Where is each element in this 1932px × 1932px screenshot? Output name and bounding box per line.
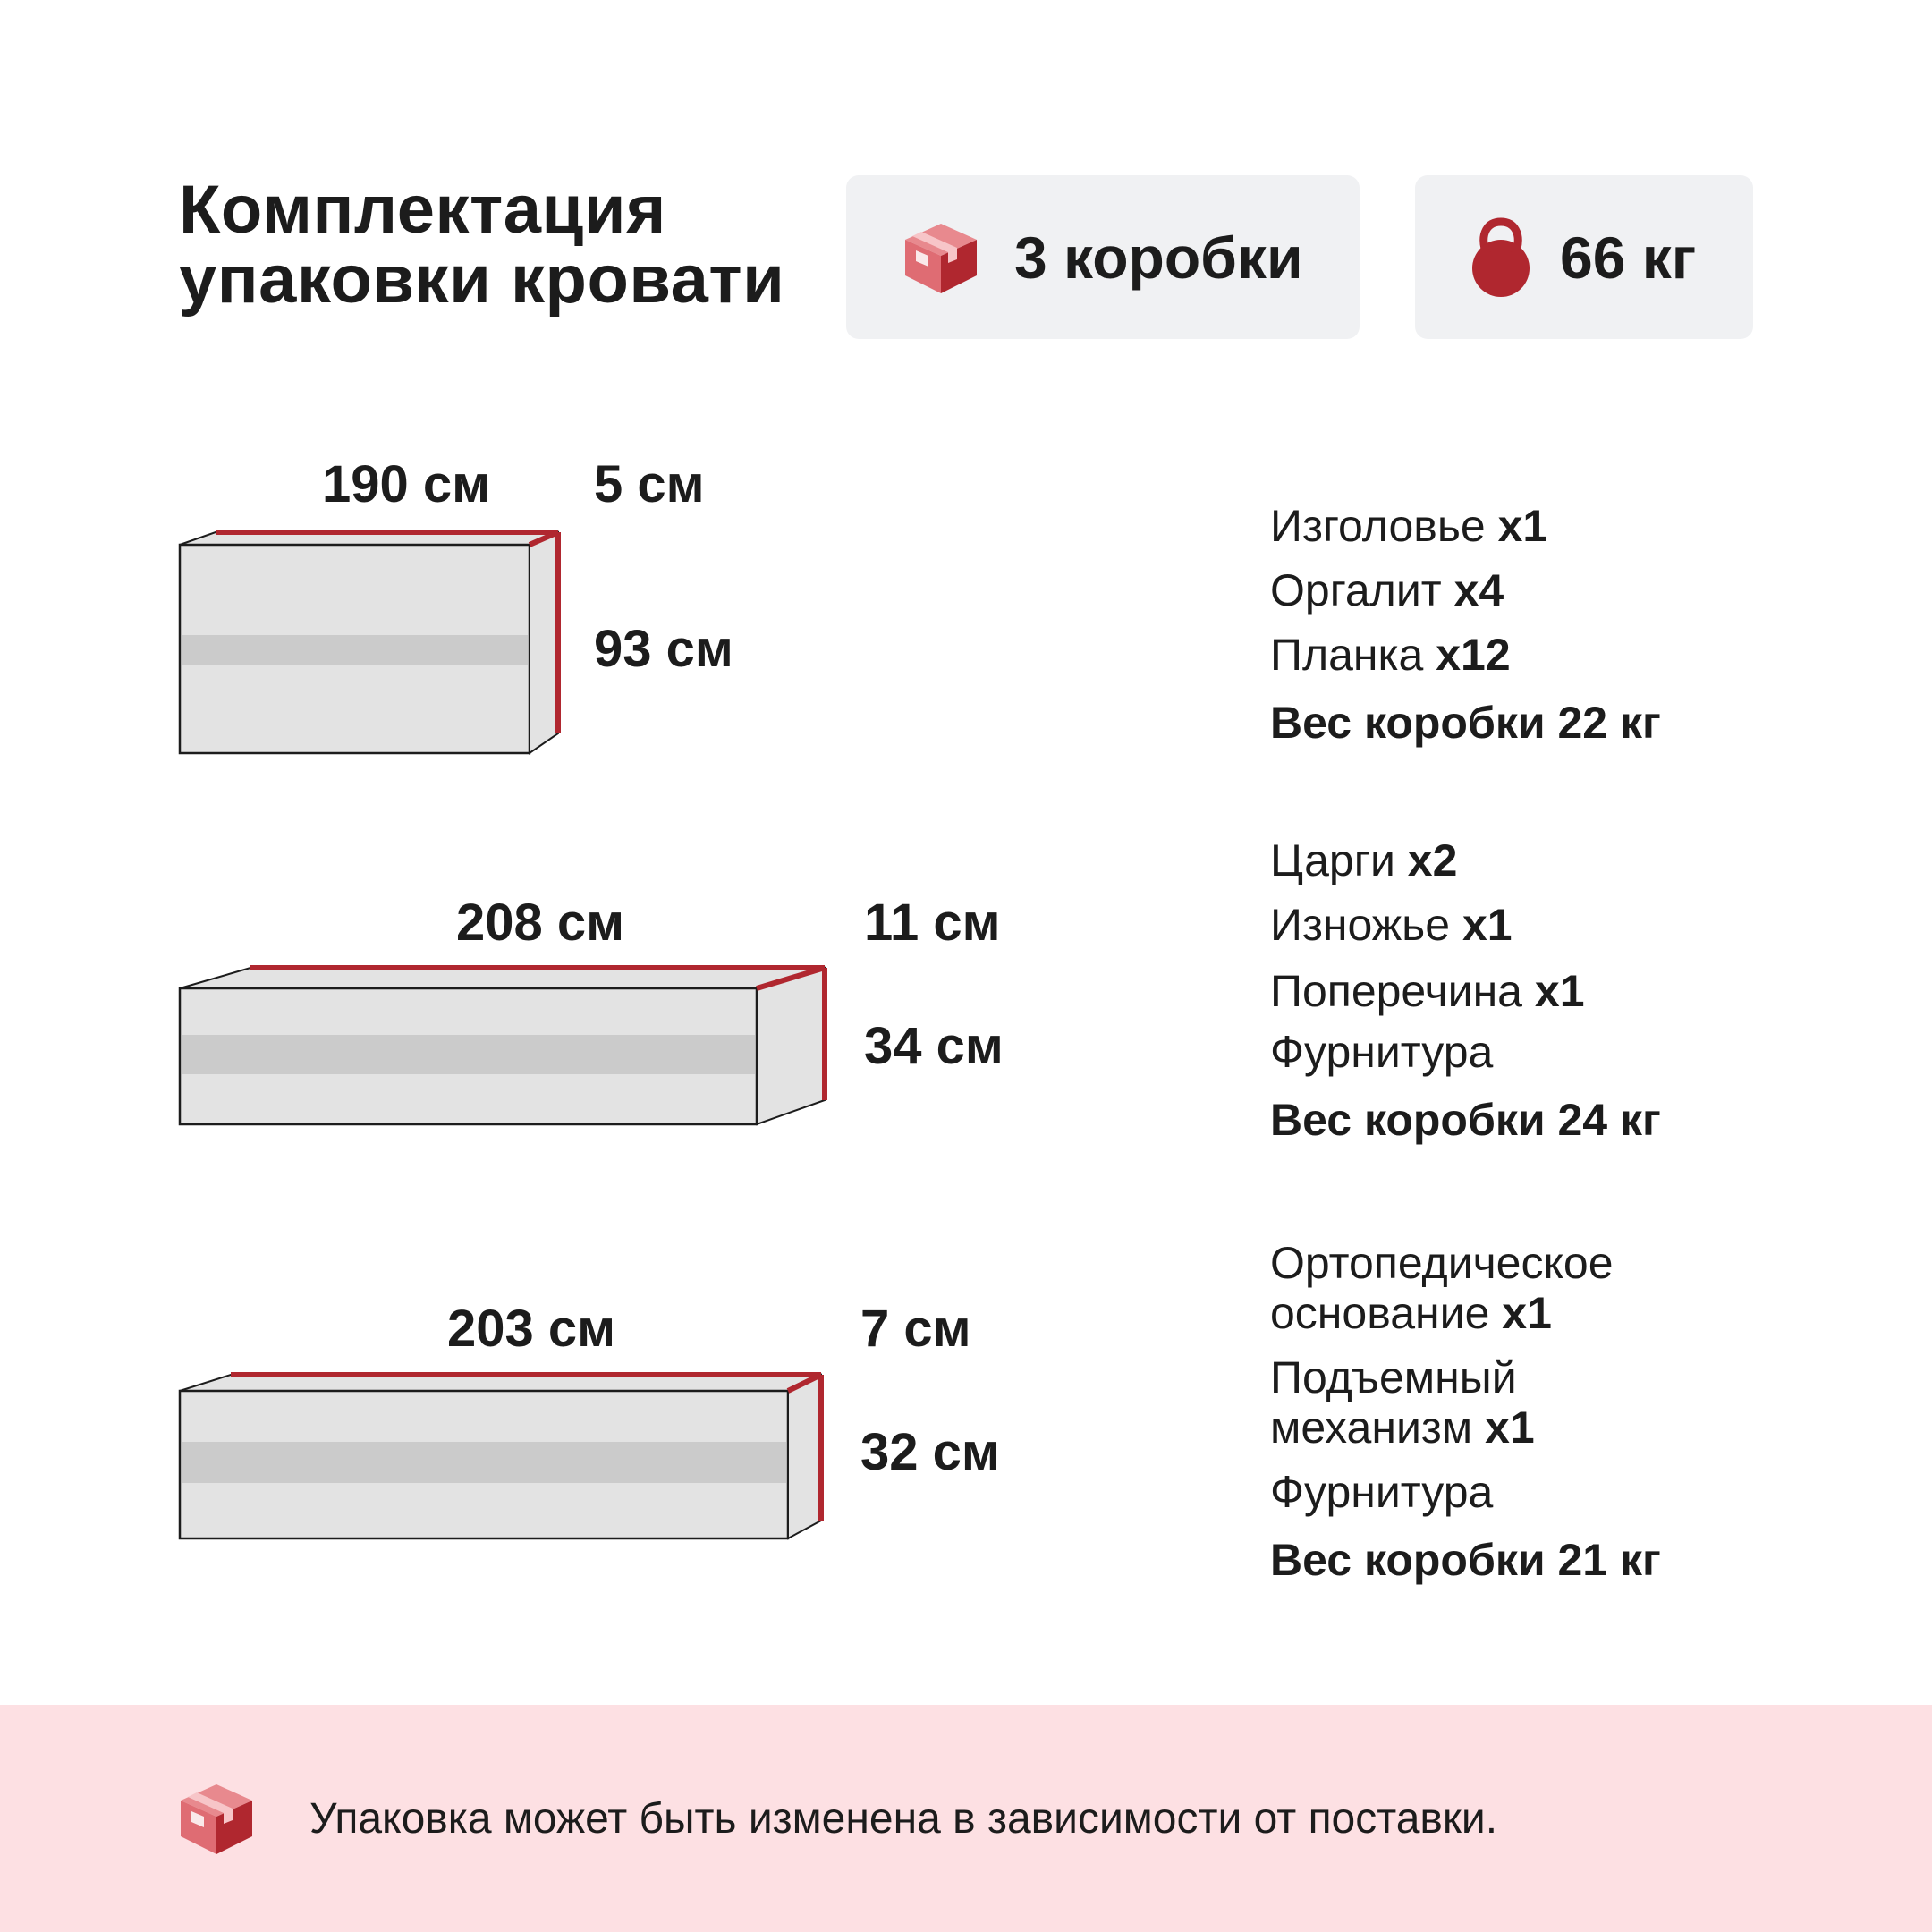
box-1-drawing <box>180 532 558 753</box>
box-3-weight: Вес коробки 21 кг <box>1270 1535 1661 1585</box>
box-1-depth: 5 см <box>594 455 705 513</box>
box-1-weight: Вес коробки 22 кг <box>1270 698 1661 748</box>
box-2-length: 208 см <box>456 894 625 952</box>
list-item: Фурнитура <box>1270 1467 1494 1517</box>
package-icon <box>177 1781 256 1856</box>
list-item: Ортопедическое <box>1270 1238 1614 1288</box>
page-title-line2: упаковки кровати <box>179 242 785 318</box>
box-1-contents <box>1270 501 1661 748</box>
box-2-depth: 11 см <box>864 894 1001 952</box>
footer-note: Упаковка может быть изменена в зависимости от поставки. <box>309 1794 1498 1843</box>
total-weight-label: 66 кг <box>1560 224 1697 291</box>
list-item: Царги x2 <box>1270 835 1458 886</box>
page-title-line1: Комплектация <box>179 172 666 248</box>
box-2-drawing <box>180 968 825 1124</box>
list-item: Фурнитура <box>1270 1027 1494 1077</box>
list-item: Подъемный <box>1270 1352 1517 1402</box>
box-3-length: 203 см <box>447 1300 616 1358</box>
box-1-height: 93 см <box>594 620 733 678</box>
list-item: Оргалит x4 <box>1270 565 1504 615</box>
box-3-contents <box>1270 1238 1661 1585</box>
box-2-weight: Вес коробки 24 кг <box>1270 1095 1661 1145</box>
list-item: Планка x12 <box>1270 630 1511 680</box>
list-item: Изголовье x1 <box>1270 501 1548 551</box>
box-3-height: 32 см <box>860 1423 1000 1481</box>
list-item: Поперечина x1 <box>1270 966 1585 1016</box>
box-1-length: 190 см <box>322 455 491 513</box>
list-item: механизм x1 <box>1270 1402 1535 1453</box>
footer-note-bar <box>0 1705 1932 1932</box>
list-item: основание x1 <box>1270 1288 1552 1338</box>
box-3-drawing <box>180 1375 821 1538</box>
list-item: Изножье x1 <box>1270 900 1513 950</box>
box-2-contents <box>1270 835 1661 1145</box>
box-3-depth: 7 см <box>860 1300 971 1358</box>
boxes-count-label: 3 коробки <box>1014 224 1303 291</box>
box-2-height: 34 см <box>864 1017 1004 1075</box>
